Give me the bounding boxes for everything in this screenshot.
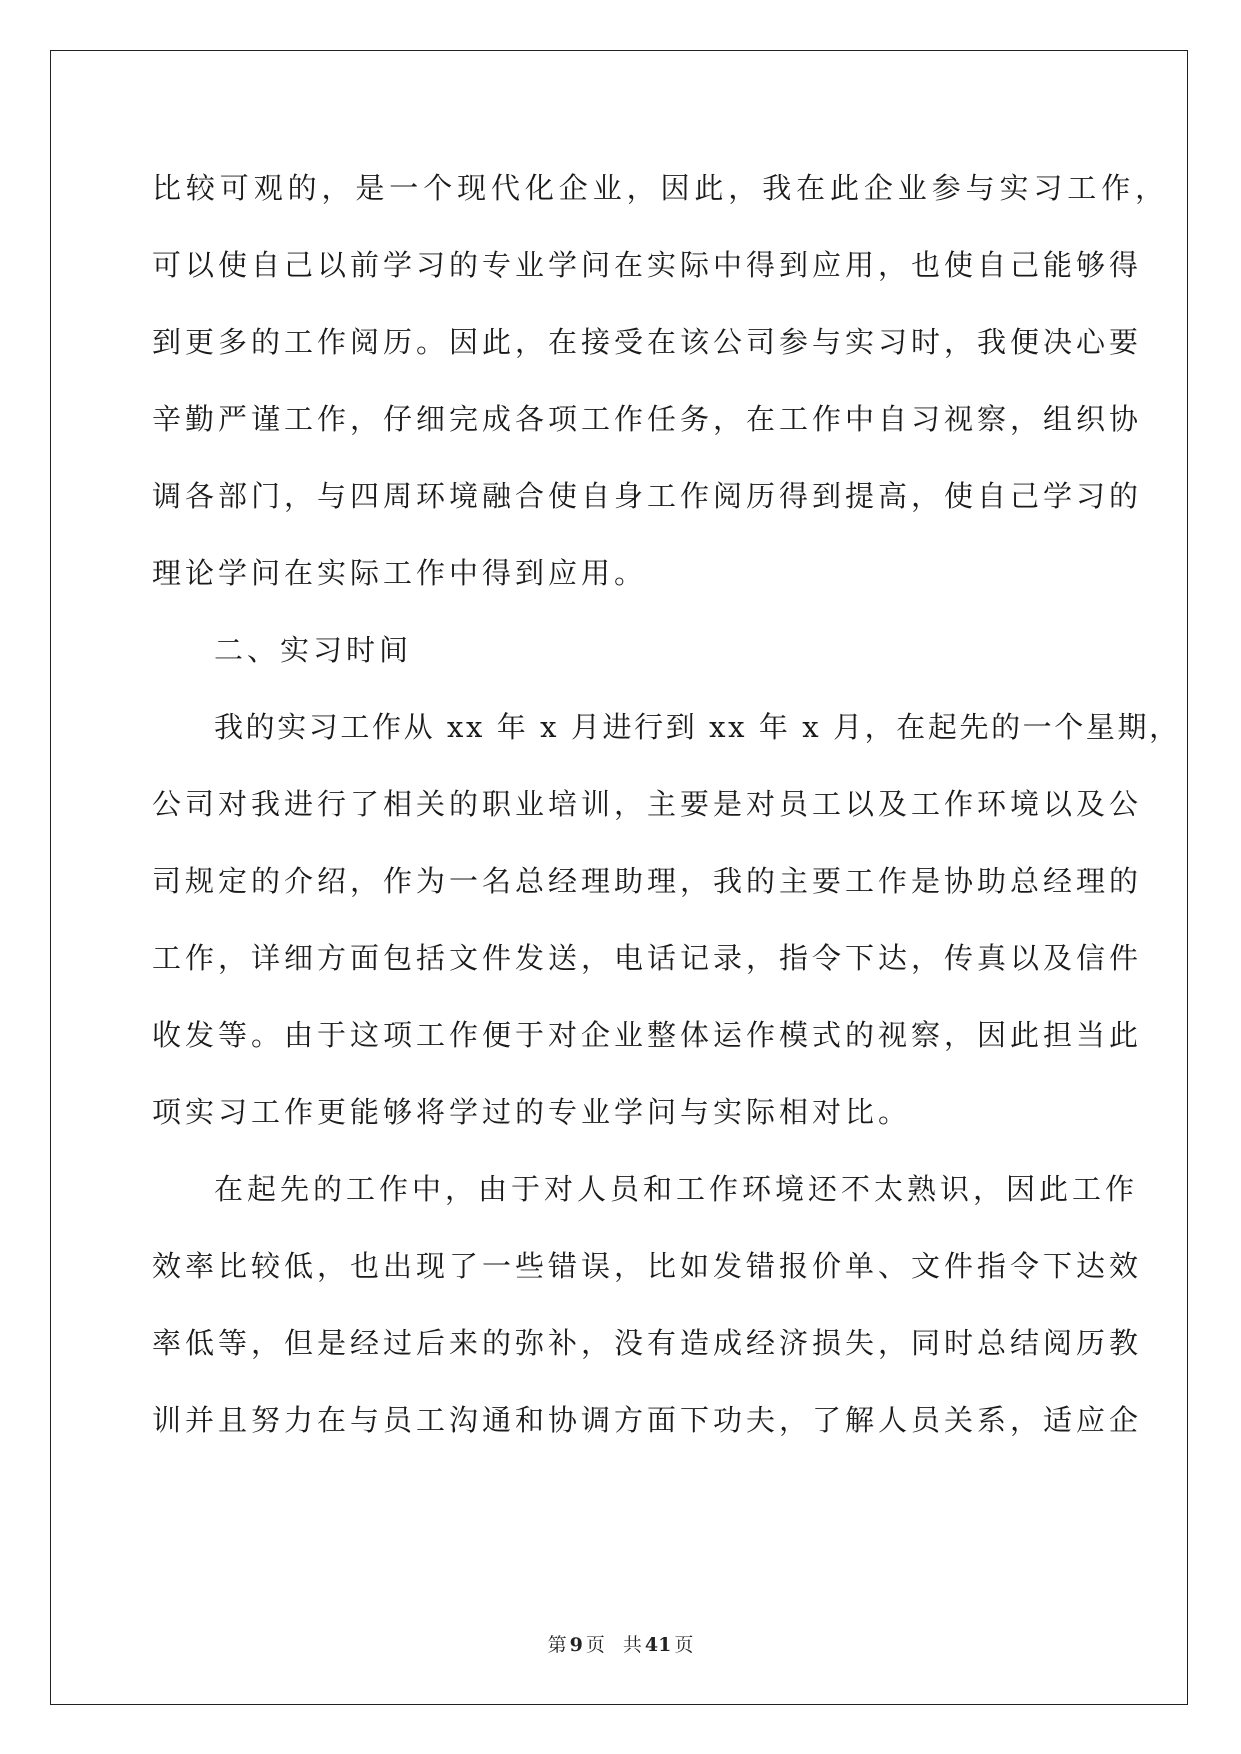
text-line: 收发等。由于这项工作便于对企业整体运作模式的视察，因此担当此: [152, 1018, 1143, 1052]
document-body: [152, 168, 1181, 1477]
text-line: 可以使自己以前学习的专业学问在实际中得到应用，也使自己能够得: [152, 248, 1143, 282]
text-line: 训并且努力在与员工沟通和协调方面下功夫，了解人员关系，适应企: [152, 1403, 1143, 1437]
page-prefix: 第: [547, 1634, 567, 1656]
total-suffix: 页: [674, 1634, 694, 1656]
text-line: 调各部门，与四周环境融合使自身工作阅历得到提高，使自己学习的: [152, 479, 1143, 513]
text-line: 率低等，但是经过后来的弥补，没有造成经济损失，同时总结阅历教: [152, 1326, 1143, 1360]
text-line: 辛勤严谨工作，仔细完成各项工作任务，在工作中自习视察，组织协: [152, 402, 1143, 436]
text-line: 在起先的工作中，由于对人员和工作环境还不太熟识，因此工作: [214, 1172, 1139, 1206]
page-footer: [0, 1630, 1241, 1657]
text-line: 比较可观的，是一个现代化企业，因此，我在此企业参与实习工作，: [152, 171, 1170, 205]
text-line: 到更多的工作阅历。因此，在接受在该公司参与实习时，我便决心要: [152, 325, 1143, 359]
text-line: 理论学问在实际工作中得到应用。: [152, 556, 648, 590]
total-prefix: 共: [622, 1634, 642, 1656]
total-pages: 41: [644, 1634, 672, 1656]
text-line: 我的实习工作从 xx 年 x 月进行到 xx 年 x 月，在起先的一个星期，: [214, 710, 1181, 744]
page-suffix: 页: [585, 1634, 605, 1656]
text-line: 效率比较低，也出现了一些错误，比如发错报价单、文件指令下达效: [152, 1249, 1143, 1283]
text-line: 项实习工作更能够将学过的专业学问与实际相对比。: [152, 1095, 912, 1129]
text-line: 工作，详细方面包括文件发送，电话记录，指令下达，传真以及信件: [152, 941, 1143, 975]
text-line: 司规定的介绍，作为一名总经理助理，我的主要工作是协助总经理的: [152, 864, 1143, 898]
page-number: 9: [569, 1634, 583, 1656]
section-heading: 二、实习时间: [214, 633, 413, 667]
text-line: 公司对我进行了相关的职业培训，主要是对员工以及工作环境以及公: [152, 787, 1143, 821]
